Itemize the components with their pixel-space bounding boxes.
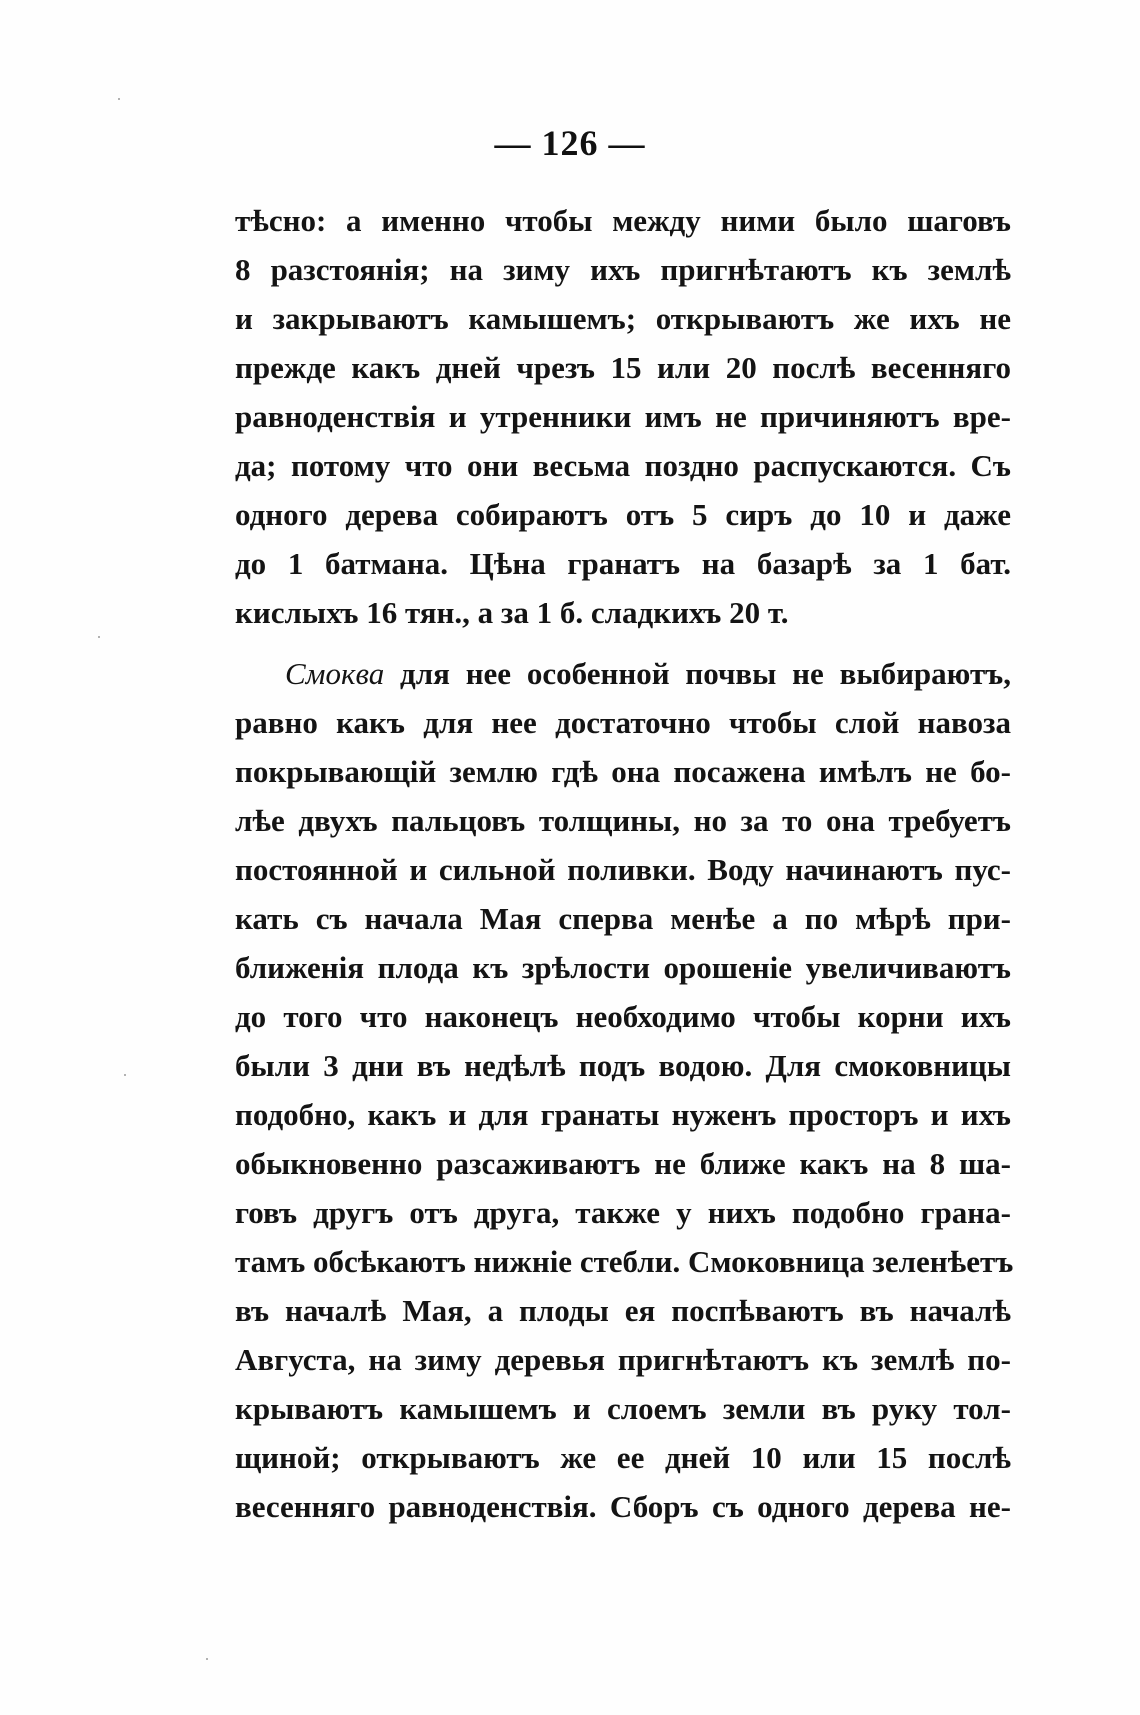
- paper-speck: [98, 636, 100, 638]
- page-number: — 126 —: [494, 123, 646, 163]
- text-line: постоянной и сильной поливки. Воду начинаютъ пус-: [235, 852, 1011, 887]
- text-line: ближенія плода къ зрѣлости орошеніе увеличиваютъ: [235, 950, 1011, 985]
- paragraph-gap: [235, 637, 1011, 649]
- text-line: тамъ обсѣкаютъ нижніе стебли. Смоковница зеленѣетъ: [235, 1244, 1014, 1279]
- text-line: прежде какъ дней чрезъ 15 или 20 послѣ весенняго: [235, 350, 1011, 385]
- text-line: обыкновенно разсаживаютъ не ближе какъ на 8 ша-: [235, 1146, 1011, 1181]
- text-line: покрывающій землю гдѣ она посажена имѣлъ не бо-: [235, 754, 1011, 789]
- emphasized-term: Смоква: [285, 656, 385, 691]
- text-line: до 1 батмана. Цѣна гранатъ на базарѣ за 1 бат.: [235, 546, 1011, 581]
- text-line: и закрываютъ камышемъ; открываютъ же ихъ не: [235, 301, 1011, 336]
- body-text: [235, 196, 1014, 1531]
- text-line: крываютъ камышемъ и слоемъ земли въ руку тол-: [235, 1391, 1011, 1426]
- text-line: подобно, какъ и для гранаты нуженъ просторъ и ихъ: [235, 1097, 1011, 1132]
- text-line: до того что наконецъ необходимо чтобы корни ихъ: [235, 999, 1011, 1034]
- text-line: одного дерева собираютъ отъ 5 сиръ до 10 и даже: [235, 497, 1011, 532]
- text-line: кислыхъ 16 тян., а за 1 б. сладкихъ 20 т.: [235, 595, 789, 630]
- text-line: равно какъ для нее достаточно чтобы слой навоза: [235, 705, 1011, 740]
- text-line: Августа, на зиму деревья пригнѣтаютъ къ землѣ по-: [235, 1342, 1011, 1377]
- first-line-rest: для нее особенной почвы не выбираютъ,: [400, 656, 1011, 691]
- paper-speck: [118, 98, 120, 100]
- text-line: да; потому что они весьма поздно распускаются. Съ: [235, 448, 1011, 483]
- paper-speck: [206, 1658, 208, 1660]
- text-line: лѣе двухъ пальцовъ толщины, но за то она требуетъ: [235, 803, 1011, 838]
- text-line: равноденствія и утренники имъ не причиняютъ вре-: [235, 399, 1011, 434]
- text-line: въ началѣ Мая, а плоды ея поспѣваютъ въ началѣ: [235, 1293, 1011, 1328]
- text-line: весенняго равноденствія. Сборъ съ одного дерева не-: [235, 1489, 1011, 1524]
- text-line: 8 разстоянія; на зиму ихъ пригнѣтаютъ къ землѣ: [235, 252, 1011, 287]
- paper-speck: [124, 1074, 126, 1076]
- paragraph-1: [235, 196, 1011, 637]
- text-line: тѣсно: а именно чтобы между ними было шаговъ: [235, 203, 1011, 238]
- paragraph-2: [235, 649, 1014, 1531]
- text-line-first: [235, 649, 1011, 698]
- text-line: щиной; открываютъ же ее дней 10 или 15 послѣ: [235, 1440, 1011, 1475]
- text-line: были 3 дни въ недѣлѣ подъ водою. Для смоковницы: [235, 1048, 1011, 1083]
- text-line: говъ другъ отъ друга, также у нихъ подобно грана-: [235, 1195, 1011, 1230]
- text-line: кать съ начала Мая сперва менѣе а по мѣрѣ при-: [235, 901, 1011, 936]
